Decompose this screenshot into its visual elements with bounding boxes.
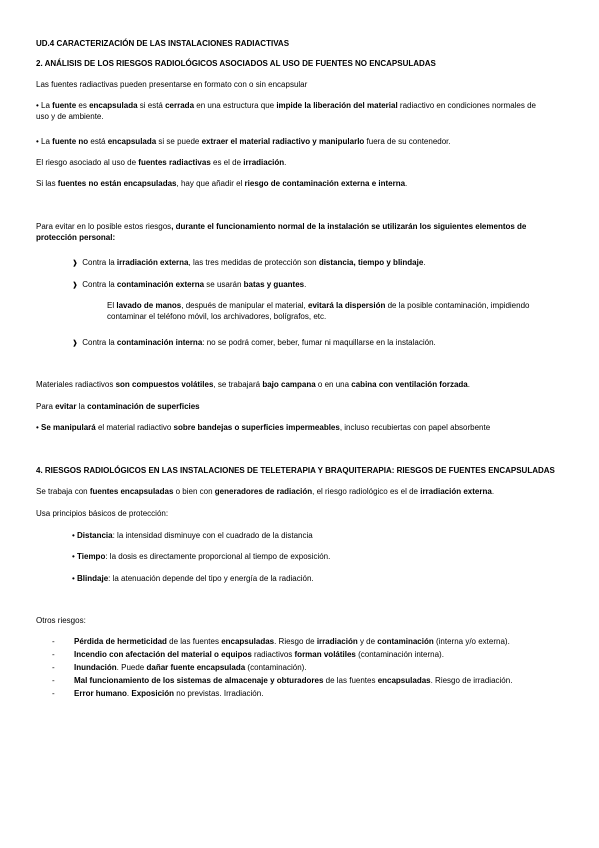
bullet-text: Contra la contaminación interna: no se podrá comer, beber, fumar ni maquillarse en la instalación. [82, 338, 436, 347]
emphasis: fuente no [52, 137, 89, 146]
emphasis: son compuestos volátiles [115, 380, 214, 389]
emphasis: fuentes radiactivas [138, 158, 211, 167]
principle-blindaje: • Blindaje: la atenuación depende del tipo y energía de la radiación. [72, 574, 314, 583]
risk-text: Pérdida de hermeticidad de las fuentes encapsuladas. Riesgo de irradiación y de contaminación (interna y/o externa). [74, 637, 510, 646]
dash-marker: - [52, 637, 55, 646]
emphasis: , durante el funcionamiento normal de la instalación se utilizarán los siguientes elementos de protección personal: [36, 222, 527, 242]
dash-marker: - [52, 689, 55, 698]
emphasis: extraer el material radiactivo y manipularlo [201, 137, 365, 146]
emphasis: impide la liberación del material [276, 101, 398, 110]
emphasis: fuente [52, 101, 77, 110]
other-risk-item [52, 649, 444, 660]
emphasis: Error humano [74, 689, 127, 698]
risk-text: Mal funcionamiento de los sistemas de almacenaje y obturadores de las fuentes encapsuladas. Riesgo de irradiación. [74, 676, 513, 685]
emphasis: riesgo de contaminación externa e interna [244, 179, 406, 188]
principle-distancia: • Distancia: la intensidad disminuye con el cuadrado de la distancia [72, 531, 313, 540]
other-risk-item [52, 662, 307, 673]
emphasis: forman volátiles [294, 650, 356, 659]
risk-irradiation-paragraph: El riesgo asociado al uso de fuentes radiactivas es el de irradiación. [36, 158, 287, 167]
emphasis: Blindaje [77, 574, 109, 583]
emphasis: batas y guantes [243, 280, 305, 289]
dash-marker: - [52, 663, 55, 672]
emphasis: Exposición [131, 689, 175, 698]
emphasis: lavado de manos [116, 301, 182, 310]
surface-handling-paragraph: • Se manipulará el material radiactivo sobre bandejas o superficies impermeables, incluso recubiertas con papel absorbente [36, 423, 491, 432]
emphasis: fuentes encapsuladas [89, 487, 174, 496]
emphasis: encapsuladas [221, 637, 275, 646]
emphasis: Inundación [74, 663, 117, 672]
sealed-sources-paragraph: Se trabaja con fuentes encapsuladas o bien con generadores de radiación, el riesgo radiológico es el de irradiación externa. [36, 487, 495, 496]
emphasis: sobre bandejas o superficies impermeables [173, 423, 340, 432]
emphasis: Se manipulará [41, 423, 96, 432]
principle-tiempo: • Tiempo: la dosis es directamente proporcional al tiempo de exposición. [72, 552, 331, 561]
dash-marker: - [52, 676, 55, 685]
principles-intro: Usa principios básicos de protección: [36, 509, 169, 518]
other-risk-item [52, 636, 510, 647]
dash-marker: - [52, 650, 55, 659]
emphasis: contaminación de superficies [87, 402, 200, 411]
emphasis: cerrada [165, 101, 195, 110]
bullet-irradiation-externa [72, 257, 426, 269]
emphasis: cabina con ventilación forzada [351, 380, 468, 389]
surface-contamination-label: Para evitar la contaminación de superficies [36, 402, 200, 411]
emphasis: irradiación externa [420, 487, 492, 496]
arrow-icon: ❱ [72, 282, 78, 289]
bullet-contaminacion-interna [72, 337, 436, 349]
arrow-icon: ❱ [72, 260, 78, 267]
emphasis: fuentes no están encapsuladas [57, 179, 177, 188]
emphasis: irradiación [316, 637, 358, 646]
emphasis: irradiación [243, 158, 285, 167]
other-risk-item [52, 688, 263, 699]
bullet-text: Contra la irradiación externa, las tres medidas de protección son distancia, tiempo y blindaje. [82, 258, 426, 267]
section-2-heading: 2. ANÁLISIS DE LOS RIESGOS RADIOLÓGICOS ASOCIADOS AL USO DE FUENTES NO ENCAPSULADAS [36, 59, 436, 68]
risk-text: Error humano. Exposición no previstas. Irradiación. [74, 689, 264, 698]
emphasis: encapsulada [107, 137, 157, 146]
emphasis: evitará la dispersión [308, 301, 386, 310]
emphasis: encapsulada [89, 101, 138, 110]
intro-paragraph: Las fuentes radiactivas pueden presentarse en formato con o sin encapsular [36, 80, 308, 89]
emphasis: contaminación interna [116, 338, 203, 347]
emphasis: bajo campana [262, 380, 316, 389]
emphasis: Pérdida de hermeticidad [74, 637, 167, 646]
emphasis: Tiempo [77, 552, 106, 561]
emphasis: encapsuladas [377, 676, 431, 685]
encapsulated-definition: • La fuente es encapsulada si está cerrada en una estructura que impide la liberación del material radiactivo en condiciones normales de uso y de ambiente. [36, 101, 536, 121]
volatile-materials-paragraph: Materiales radiactivos son compuestos volátiles, se trabajará bajo campana o en una cabina con ventilación forzada. [36, 380, 470, 389]
other-risks-label: Otros riesgos: [36, 616, 86, 625]
emphasis: Incendio con afectación del material o equipos [74, 650, 252, 659]
emphasis: Mal funcionamiento de los sistemas de almacenaje y obturadores [74, 676, 324, 685]
emphasis: irradiación externa [116, 258, 189, 267]
emphasis: dañar fuente encapsulada [146, 663, 246, 672]
section-4-heading: 4. RIESGOS RADIOLÓGICOS EN LAS INSTALACIONES DE TELETERAPIA Y BRAQUITERAPIA: RIESGOS DE FUENTES ENCAPSULADAS [36, 466, 555, 475]
hand-washing-paragraph: El lavado de manos, después de manipular el material, evitará la dispersión de la posible contaminación, impidiendo contaminar el teléfono móvil, los archivadores, bolígrafos, etc. [107, 301, 530, 321]
emphasis: evitar [55, 402, 77, 411]
document-title: UD.4 CARACTERIZACIÓN DE LAS INSTALACIONES RADIACTIVAS [36, 39, 290, 48]
risk-text: Incendio con afectación del material o equipos radiactivos forman volátiles (contaminación interna). [74, 650, 444, 659]
unencapsulated-definition: • La fuente no está encapsulada si se puede extraer el material radiactivo y manipularlo fuera de su contenedor. [36, 137, 451, 146]
other-risk-item [52, 675, 512, 686]
emphasis: distancia, tiempo y blindaje [318, 258, 424, 267]
bullet-contaminacion-externa [72, 279, 306, 291]
arrow-icon: ❱ [72, 340, 78, 347]
bullet-text: Contra la contaminación externa se usarán batas y guantes. [82, 280, 307, 289]
risk-contamination-paragraph: Si las fuentes no están encapsuladas, hay que añadir el riesgo de contaminación externa e interna. [36, 179, 408, 188]
emphasis: contaminación externa [116, 280, 205, 289]
risk-text: Inundación. Puede dañar fuente encapsulada (contaminación). [74, 663, 307, 672]
emphasis: contaminación [377, 637, 434, 646]
emphasis: generadores de radiación [214, 487, 313, 496]
emphasis: Distancia [77, 531, 113, 540]
protection-intro-paragraph: Para evitar en lo posible estos riesgos, durante el funcionamiento normal de la instalación se utilizarán los siguientes elementos de protección personal: [36, 222, 527, 242]
